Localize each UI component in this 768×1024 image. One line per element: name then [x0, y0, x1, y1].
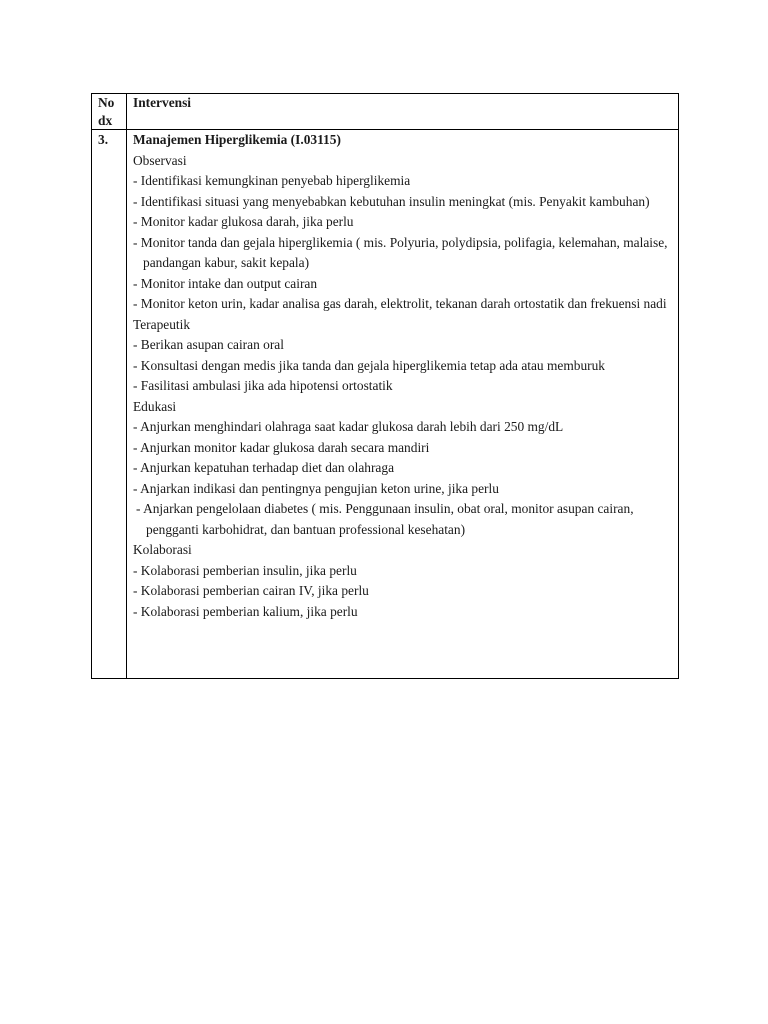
- list-item: - Monitor kadar glukosa darah, jika perlu: [133, 214, 354, 229]
- list-item: - Anjurkan menghindari olahraga saat kadar glukosa darah lebih dari 250 mg/dL: [133, 419, 564, 434]
- table-header-row: [92, 94, 679, 130]
- list-item: - Anjarkan indikasi dan pentingnya pengujian keton urine, jika perlu: [133, 480, 499, 496]
- header-no-dx: [92, 94, 127, 130]
- header-dx-label: dx: [98, 112, 113, 128]
- header-intervensi: [127, 94, 679, 130]
- intervention-title: Manajemen Hiperglikemia (I.03115): [133, 132, 341, 147]
- header-no-label: No: [98, 95, 115, 110]
- list-item: - Berikan asupan cairan oral: [133, 337, 284, 352]
- list-item: - Anjurkan monitor kadar glukosa darah secara mandiri: [133, 439, 430, 455]
- list-item: - Kolaborasi pemberian insulin, jika perlu: [133, 562, 357, 578]
- list-item: - Monitor intake dan output cairan: [133, 275, 318, 291]
- list-item: - Kolaborasi pemberian kalium, jika perlu: [133, 603, 358, 619]
- row-number: 3.: [92, 130, 127, 679]
- list-item: - Monitor tanda dan gejala hiperglikemia ( mis. Polyuria, polydipsia, polifagia, kelemahan, malaise, pandangan kabur, sakit kepala): [133, 234, 668, 270]
- list-item: - Konsultasi dengan medis jika tanda dan gejala hiperglikemia tetap ada atau memburuk: [133, 357, 605, 373]
- row-intervention-cell: [127, 130, 679, 679]
- list-item: - Identifikasi situasi yang menyebabkan kebutuhan insulin meningkat (mis. Penyakit kambuhan): [133, 193, 650, 209]
- section-heading-observasi: Observasi: [133, 152, 187, 168]
- table-row: [92, 130, 679, 679]
- intervention-table: [91, 93, 679, 679]
- list-item: - Monitor keton urin, kadar analisa gas darah, elektrolit, tekanan darah ortostatik dan frekuensi nadi: [133, 296, 667, 311]
- section-heading-edukasi: Edukasi: [133, 398, 177, 414]
- list-item: - Anjurkan kepatuhan terhadap diet dan olahraga: [133, 460, 395, 475]
- list-item: - Kolaborasi pemberian cairan IV, jika perlu: [133, 583, 369, 598]
- list-item: - Identifikasi kemungkinan penyebab hiperglikemia: [133, 173, 411, 188]
- list-item: - Fasilitasi ambulasi jika ada hipotensi ortostatik: [133, 378, 393, 393]
- list-item: - Anjarkan pengelolaan diabetes ( mis. Penggunaan insulin, obat oral, monitor asupan cairan, pengganti karbohidrat, dan bantuan professional kesehatan): [136, 501, 634, 537]
- header-intervensi-label: Intervensi: [133, 95, 192, 110]
- section-heading-terapeutik: Terapeutik: [133, 316, 191, 332]
- section-heading-kolaborasi: Kolaborasi: [133, 542, 192, 557]
